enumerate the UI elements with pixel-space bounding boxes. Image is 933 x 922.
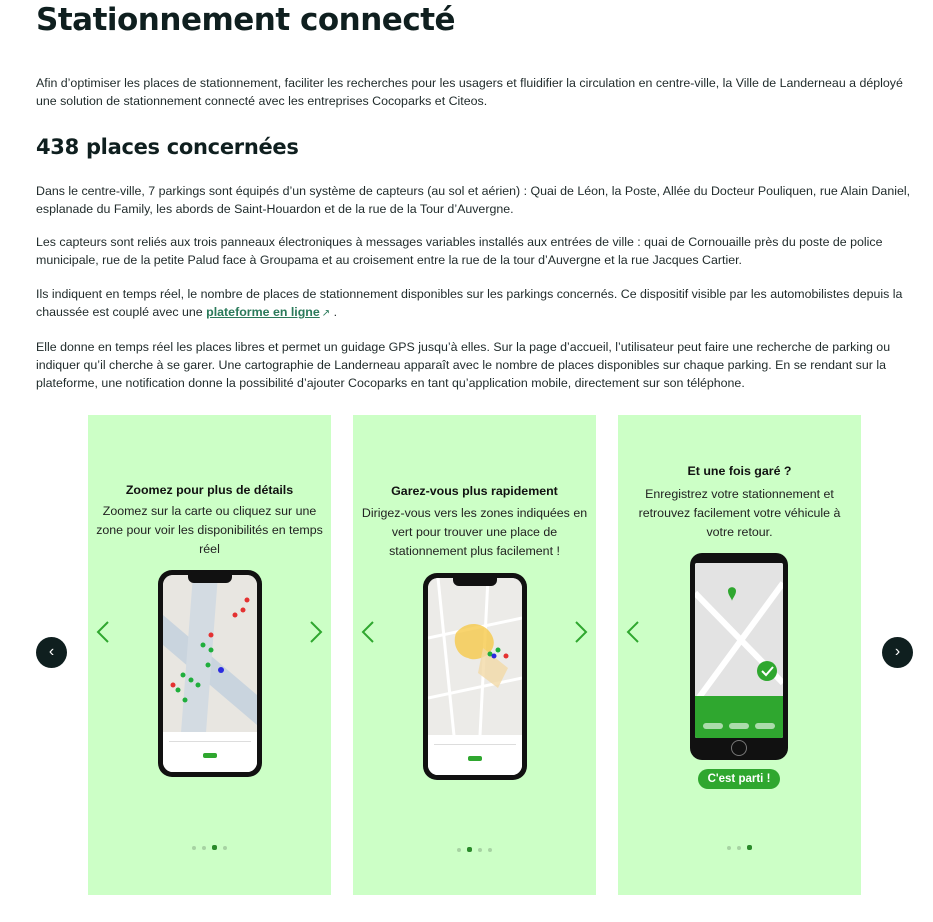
carousel-prev-button[interactable]	[36, 637, 67, 668]
carousel-slide-2	[353, 415, 596, 895]
paragraph-gps: Elle donne en temps réel les places libres et permet un guidage GPS jusqu’à elles. Sur la page d’accueil, l’utilisateur peut faire une recherche de parking ou indiquer qu’il cherche à se garer. Une cartographie de Landerneau apparaît avec le nombre de places disponibles sur chaque parking. En se rendant sur la plateforme, une notification donne la possibilité d’ajouter Cocoparks en tant qu’application mobile, directement sur son téléphone.	[36, 340, 891, 390]
chevron-right-icon: ›	[894, 643, 901, 660]
slide-text: Enregistrez votre stationnement et retrouvez facilement votre véhicule à votre retour.	[638, 487, 841, 539]
slide-title: Zoomez pour plus de détails	[125, 483, 294, 497]
slide-text: Dirigez-vous vers les zones indiquées en vert pour trouver une place de stationnement plus facilement !	[361, 506, 588, 558]
section-title: 438 places concernées	[36, 135, 299, 159]
chevron-left-icon[interactable]	[361, 620, 375, 644]
carousel-slide-3	[618, 415, 861, 895]
carousel-dots	[618, 845, 861, 850]
chevron-left-icon: ‹	[48, 643, 55, 660]
carousel-dots	[88, 845, 331, 850]
carousel-slide-1	[88, 415, 331, 895]
chevron-right-icon[interactable]	[574, 620, 588, 644]
cta-button[interactable]: C'est parti !	[698, 769, 780, 789]
chevron-left-icon[interactable]	[626, 620, 640, 644]
confirmation-screen	[695, 563, 783, 738]
slide-title: Et une fois garé ?	[687, 464, 792, 478]
phone-mockup	[158, 570, 262, 777]
carousel-next-button[interactable]	[882, 637, 913, 668]
chevron-left-icon[interactable]	[96, 620, 110, 644]
intro-paragraph: Afin d’optimiser les places de stationnement, faciliter les recherches pour les usagers et fluidifier la circulation en centre-ville, la Ville de Landerneau a déployé une solution de stationnement connecté avec les entreprises Cocoparks et Citeos.	[36, 76, 903, 108]
slide-text: Zoomez sur la carte ou cliquez sur une zone pour voir les disponibilités en temps réel	[96, 504, 323, 556]
chevron-right-icon[interactable]	[309, 620, 323, 644]
map-screen	[428, 578, 522, 775]
paragraph-temps-reel: Ils indiquent en temps réel, le nombre de places de stationnement disponibles sur les parkings concernés. Ce dispositif visible par les automobilistes depuis la chaussée est couplé avec une plateforme en ligne ↗ .	[36, 287, 903, 319]
carousel-dots	[353, 847, 596, 852]
map-screen	[163, 575, 257, 772]
slide-title: Garez-vous plus rapidement	[391, 484, 558, 498]
paragraph-parkings: Dans le centre-ville, 7 parkings sont équipés d’un système de capteurs (au sol et aérien) : Quai de Léon, la Poste, Allée du Docteur Pouliquen, rue Alain Daniel, esplanade du Family, les abords de Saint-Houardon et de la rue de la Tour d’Auvergne.	[36, 184, 911, 216]
phone-mockup	[423, 573, 527, 780]
page-title: Stationnement connecté	[36, 2, 456, 38]
phone-mockup	[690, 553, 788, 760]
platform-link[interactable]: plateforme en ligne	[206, 305, 320, 319]
external-link-icon: ↗	[321, 308, 331, 319]
paragraph-panneaux: Les capteurs sont reliés aux trois panneaux électroniques à messages variables installés aux entrées de ville : quai de Cornouaille près du poste de police municipale, rue de la petite Palud face à Groupama et au croisement entre la rue de la tour d’Auvergne et la rue Jacques Cartier.	[36, 235, 883, 267]
